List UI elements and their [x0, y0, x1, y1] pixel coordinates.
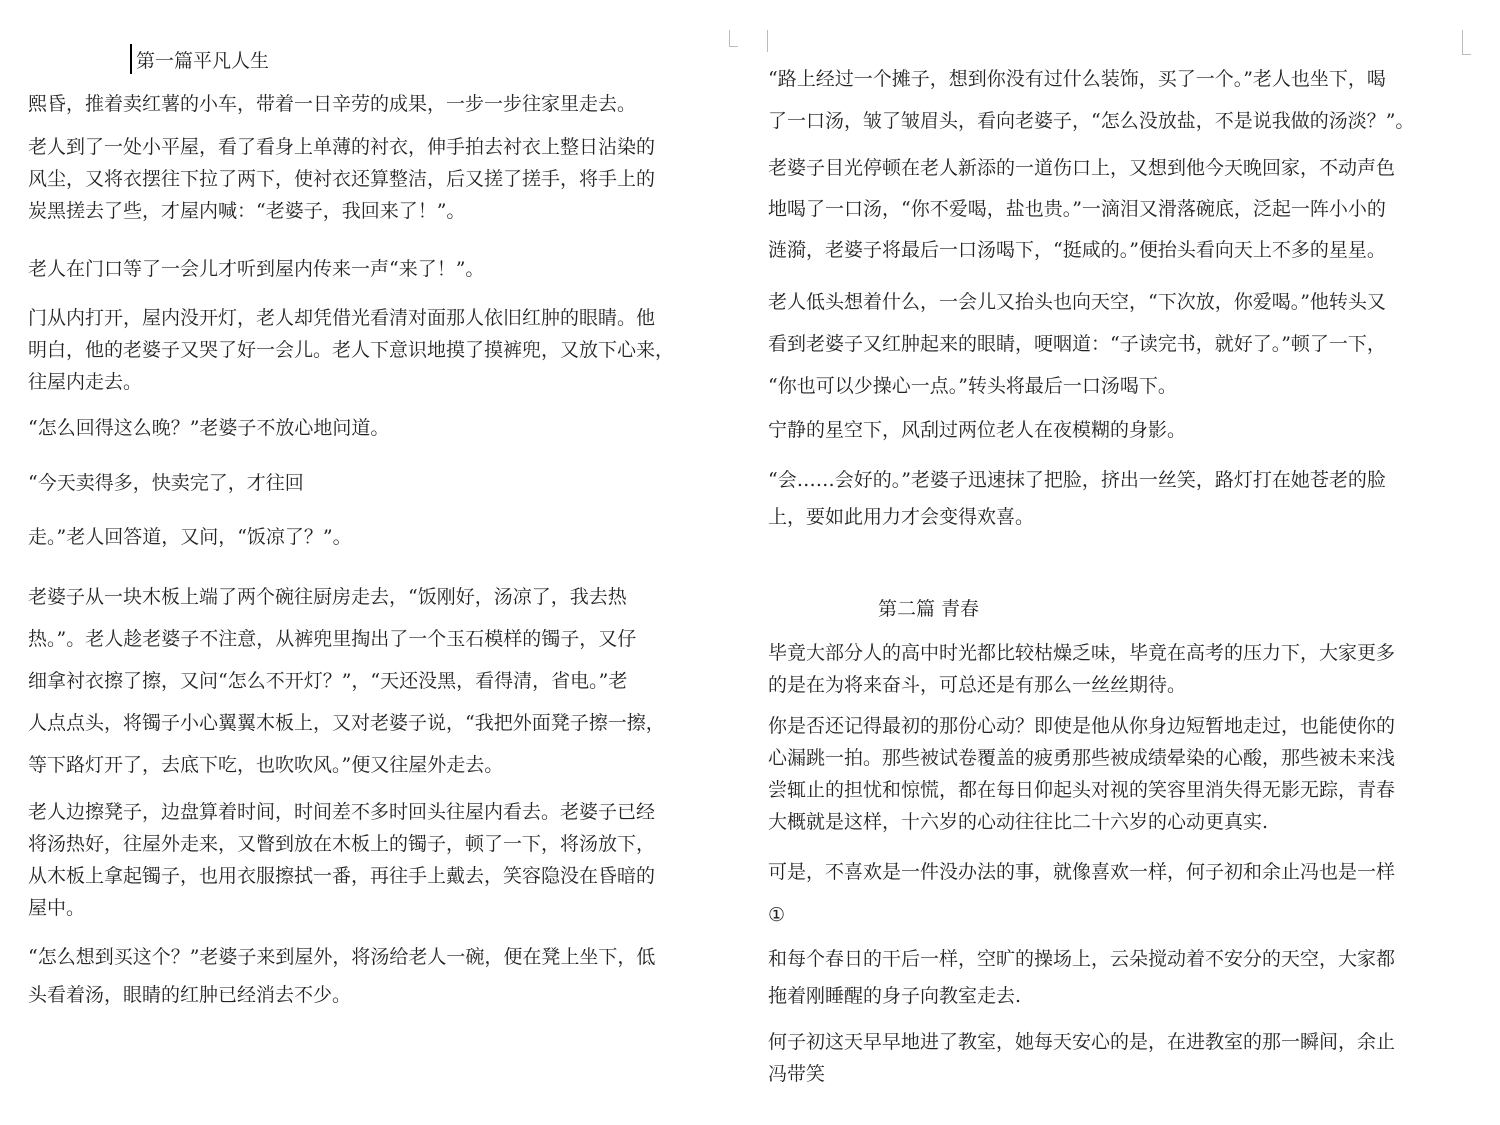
paragraph: 何子初这天早早地进了教室，她每天安心的是，在进教室的那一瞬间，余止 冯带笑 — [768, 1031, 1396, 1085]
chapter-title: 第一篇平凡人生 — [136, 50, 270, 72]
paragraph: 老人低头想着什么，一会儿又抬头也向天空，“下次放，你爱喝。”他转头又 看到老婆子又红肿起来的眼睛，哽咽道：“子读完书，就好了。”顿了一下， “你也可以少操心一点。”转头将最后一口汤喝下。 — [768, 291, 1386, 397]
paragraph: “路上经过一个摊子，想到你没有过什么装饰，买了一个。”老人也坐下，喝 了一口汤，皱了皱眉头，看向老婆子，“怎么没放盐，不是说我做的汤淡？”。 — [768, 68, 1415, 132]
document-page-left — [28, 0, 740, 1125]
paragraph: 宁静的星空下，风刮过两位老人在夜模糊的身影。 — [768, 419, 1187, 441]
document-page-right — [768, 0, 1480, 1125]
paragraph: 门从内打开，屋内没开灯，老人却凭借光看清对面那人依旧红肿的眼睛。他 明白，他的老婆子又哭了好一会儿。老人下意识地摸了摸裤兜，又放下心来， 往屋内走去。 — [28, 307, 675, 393]
paragraph: 老婆子目光停顿在老人新添的一道伤口上，又想到他今天晚回家，不动声色 地喝了一口汤，“你不爱喝，盐也贵。”一滴泪又滑落碗底，泛起一阵小小的 涟漪，老婆子将最后一口汤喝下，“挺咸的。”便抬头看向天上不多的星星。 — [768, 157, 1396, 261]
paragraph: “会……会好的。”老婆子迅速抹了把脸，挤出一丝笑，路灯打在她苍老的脸 上，要如此用力才会变得欢喜。 — [768, 469, 1386, 528]
paragraph: “怎么想到买这个？”老婆子来到屋外，将汤给老人一碗，便在凳上坐下，低 头看着汤，眼睛的红肿已经消去不少。 — [28, 946, 656, 1006]
paragraph: 老人到了一处小平屋，看了看身上单薄的衬衣，伸手拍去衬衣上整日沾染的 风尘，又将衣摆往下拉了两下，使衬衣还算整洁，后又搓了搓手，将手上的 炭黑搓去了些，才屋内喊：“老婆子，我回来了！”。 — [28, 136, 656, 222]
paragraph: 和每个春日的干后一样，空旷的操场上，云朵搅动着不安分的天空，大家都 拖着刚睡醒的身子向教室走去. — [768, 948, 1396, 1007]
paragraph: 老人边擦凳子，边盘算着时间，时间差不多时回头往屋内看去。老婆子已经 将汤热好，往屋外走来，又瞥到放在木板上的镯子，顿了一下，将汤放下， 从木板上拿起镯子，也用衣服擦拭一番，再往手上戴去，笑容隐没在昏暗的 屋中。 — [28, 801, 656, 919]
paragraph: 可是，不喜欢是一件没办法的事，就像喜欢一样，何子初和余止冯也是一样 — [768, 861, 1396, 883]
paragraph: 老婆子从一块木板上端了两个碗往厨房走去，“饭刚好，汤凉了，我去热 热。”。老人趁老婆子不注意，从裤兜里掏出了一个玉石模样的镯子，又仔 细拿衬衣擦了擦，又问“怎么不开灯？”，“天还没黑，看得清，省电。”老 人点点头，将镯子小心翼翼木板上，又对老婆子说，“我把外面凳子擦一擦， 等下路灯开了，去底下吃，也吹吹风。”便又往屋外走去。 — [28, 586, 665, 776]
paragraph: 你是否还记得最初的那份心动？即使是他从你身边短暂地走过，也能使你的 心漏跳一拍。那些被试卷覆盖的疲勇那些被成绩晕染的心酸，那些被未来浅 尝辄止的担忧和惊慌，都在每日仰起头对视的笑容里消失得无影无踪，青春 大概就是这样，十六岁的心动往往比二十六岁的心动更真实. — [768, 715, 1396, 833]
paragraph: “怎么回得这么晚？”老婆子不放心地问道。 — [28, 417, 390, 439]
paragraph: “今天卖得多，快卖完了，才往回 — [28, 472, 304, 494]
text-cursor — [130, 44, 132, 74]
chapter-title: 第二篇 青春 — [878, 598, 980, 620]
footnote-marker: ① — [768, 904, 786, 926]
paragraph: 毕竟大部分人的高中时光都比较枯燥乏味，毕竟在高考的压力下，大家更多 的是在为将来奋斗，可总还是有那么一丝丝期待。 — [768, 642, 1396, 696]
paragraph: 老人在门口等了一会儿才听到屋内传来一声“来了！”。 — [28, 258, 485, 280]
paragraph: 走。”老人回答道，又问，“饭凉了？”。 — [28, 526, 352, 548]
paragraph: 熙昏，推着卖红薯的小车，带着一日辛劳的成果，一步一步往家里走去。 — [28, 93, 637, 115]
